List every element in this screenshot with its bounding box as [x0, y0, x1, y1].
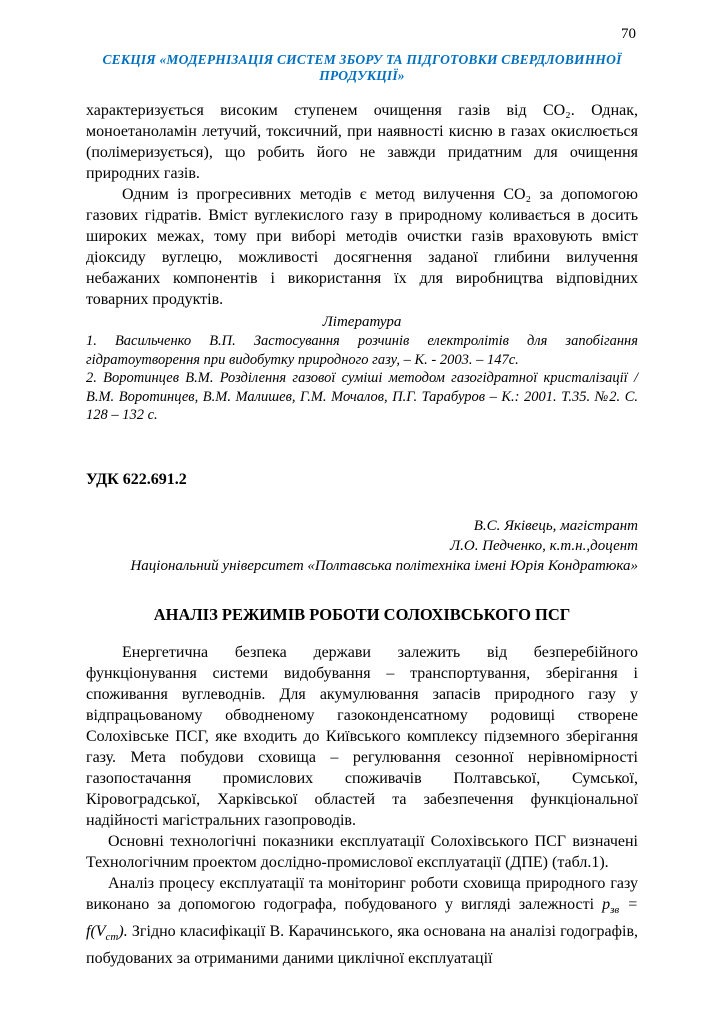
paragraph-with-formula: [86, 873, 638, 969]
page-body: [86, 100, 638, 969]
paragraph: Основні технологічні показники експлуатації Солохівського ПСГ визначені Технологічним проектом дослідно-промислової експлуатації (ДПЕ) (табл.1).: [86, 832, 638, 871]
author-line: Л.О. Педченко, к.т.н.,доцент: [449, 537, 638, 554]
article-title: АНАЛІЗ РЕЖИМІВ РОБОТИ СОЛОХІВСЬКОГО ПСГ: [153, 604, 571, 624]
paragraph-continuation: характеризується високим ступенем очищення газів від CO₂. Однак, моноетаноламін летучий, токсичний, при наявності кисню в газах окислюється (полімеризується), що робить його не завжди придатним для очищення природних газів.: [86, 102, 638, 182]
literature-heading: Література: [322, 314, 402, 330]
page-number: 70: [621, 26, 636, 42]
formula-mid: = f(V: [86, 895, 638, 940]
paragraph: Одним із прогресивних методів є метод вилучення CO₂ за допомогою газових гідратів. Вміст вуглекислого газу в природному коливається в досить широких межах, тому при виборі методів очистки газів враховують вміст діоксиду вуглецю, можливості досягнення заданої глибини вилучення небажаних компонентів і використання їх для виробництва відповідних товарних продуктів.: [86, 186, 638, 308]
formula-sub-zv: зв: [610, 903, 620, 916]
udc-code: УДК 622.691.2: [86, 470, 187, 488]
paragraph: Енергетична безпека держави залежить від безперебійного функціонування системи видобування – транспортування, зберігання і споживання вуглеводнів. Для акумулювання запасів природного газу у відпрацьованому обводненому газоконденсатному родовищі створене Солохівське ПСГ, яке входить до Київського комплексу підземного зберігання газу. Мета побудови сховища – регулювання сезонної нерівномірності газопостачання промислових споживачів Полтавської, Сумської, Кіровоградської, Харківської областей та забезпечення функціональної надійності магістральних газопроводів.: [86, 643, 638, 829]
authors-block: [86, 516, 638, 576]
affiliation-line: Національний університет «Полтавська політехніка імені Юрія Кондратюка»: [130, 557, 638, 574]
formula-end: ).: [118, 922, 128, 940]
author-line: В.С. Яківець, магістрант: [473, 517, 638, 534]
reference-item: 1. Васильченко В.П. Застосування розчинів електролітів для запобігання гідратоутворення при видобутку природного газу, – К. - 2003. – 147с.: [86, 333, 638, 368]
formula-text-after: Згідно класифікації В. Карачинського, яка основана на аналізі годографів, побудованих за отриманими даними циклічної експлуатації: [86, 922, 638, 967]
formula-var-p: p: [602, 895, 611, 913]
section-header: СЕКЦІЯ «МОДЕРНІЗАЦІЯ СИСТЕМ ЗБОРУ ТА ПІДГОТОВКИ СВЕРДЛОВИННОЇ ПРОДУКЦІЇ»: [102, 52, 622, 83]
formula-text-before: Аналіз процесу експлуатації та моніторинг роботи сховища природного газу виконано за допомогою годографа, побудованого у вигляді залежності: [86, 874, 638, 913]
formula-sub-st: ст: [105, 930, 119, 943]
reference-item: 2. Воротинцев В.М. Розділення газової суміші методом газогідратної кристалізації / В.М. Воротинцев, В.М. Малишев, Г.М. Мочалов, П.Г. Тарабуров – К.: 2001. Т.35. №2. С. 128 – 132 с.: [86, 370, 638, 423]
